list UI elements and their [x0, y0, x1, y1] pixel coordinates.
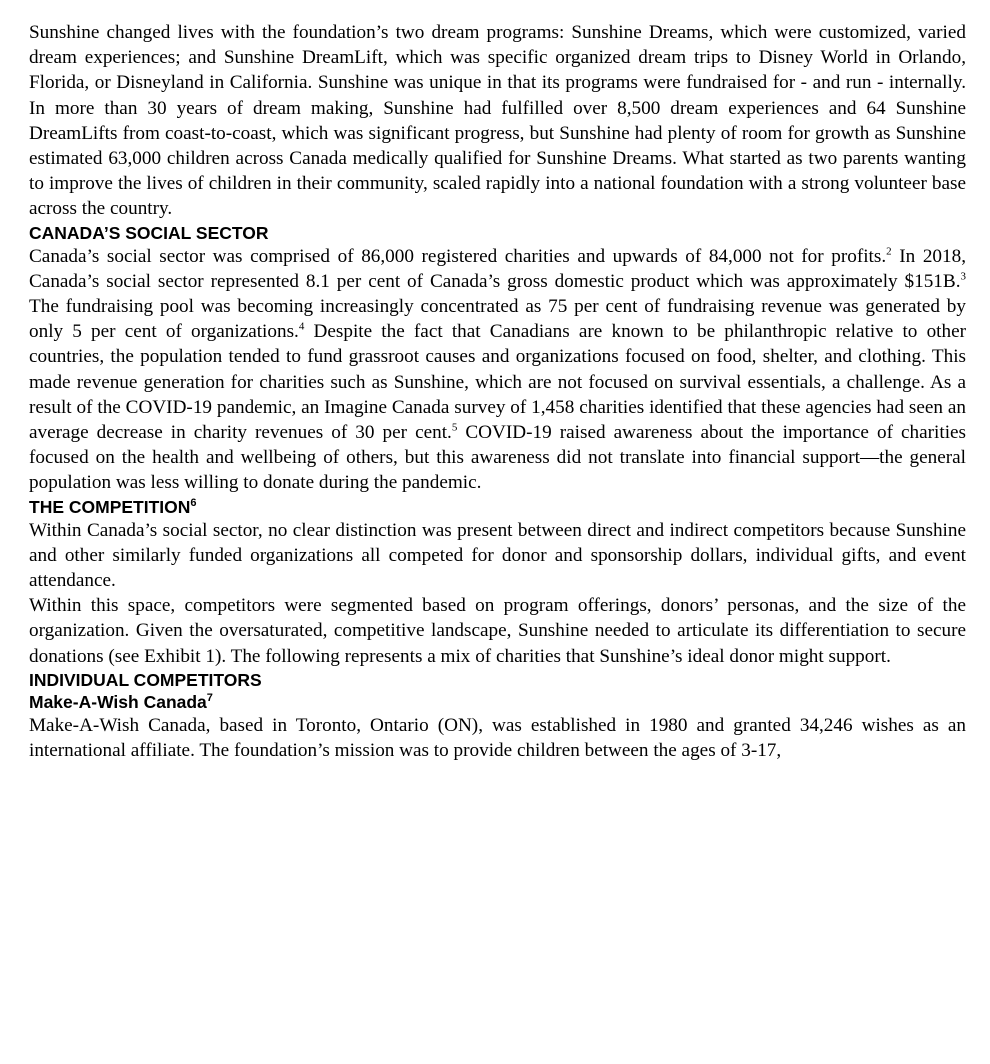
social-sector-text-2: In 2018, Canada’s social sector represented 8.1 per cent of Canada’s gross domestic product which was approximately $151B.: [29, 245, 966, 292]
social-sector-text-5: COVID-19 raised awareness about the importance of charities focused on the health and wellbeing of others, but this awareness did not translate into financial support—the general population was less willing to donate during the pandemic.: [29, 422, 967, 494]
footnote-ref-2[interactable]: 2: [886, 245, 892, 258]
footnote-ref-6[interactable]: 6: [190, 496, 197, 509]
competition-paragraph-2: Within this space, competitors were segmented based on program offerings, donors’ personas, and the size of the organization. Given the oversaturated, competitive landscape, Sunshine needed to articulate its differentiation to secure donations (see Exhibit 1). The following represents a mix of charities that Sunshine’s ideal donor might support.: [29, 595, 966, 667]
social-sector-heading: CANADA’S SOCIAL SECTOR: [29, 222, 269, 243]
footnote-ref-7[interactable]: 7: [206, 692, 213, 705]
individual-competitors-heading: INDIVIDUAL COMPETITORS: [29, 669, 262, 690]
intro-paragraph: Sunshine changed lives with the foundation’s two dream programs: Sunshine Dreams, which were customized, varied dream experiences; and Sunshine DreamLift, which was specific organized dream trips to Disney World in Orlando, Florida, or Disneyland in California. Sunshine was unique in that its programs were fundraised for - and run - internally. In more than 30 years of dream making, Sunshine had fulfilled over 8,500 dream experiences and 64 Sunshine DreamLifts from coast-to-coast, which was significant progress, but Sunshine had plenty of room for growth as Sunshine estimated 63,000 children across Canada medically qualified for Sunshine Dreams. What started as two parents wanting to improve the lives of children in their community, scaled rapidly into a national foundation with a strong volunteer base across the country.: [29, 22, 966, 220]
footnote-ref-3[interactable]: 3: [960, 270, 966, 283]
competition-heading-text: THE COMPETITION: [29, 496, 191, 517]
social-sector-text-4: Despite the fact that Canadians are known to be philanthropic relative to other countries, the population tended to fund grassroot causes and organizations focused on food, shelter, and clothing. This made revenue generation for charities such as Sunshine, which are not focused on survival essentials, a challenge. As a result of the COVID-19 pandemic, an Imagine Canada survey of 1,458 charities identified that these agencies had seen an average decrease in charity revenues of 30 per cent.: [29, 321, 966, 444]
social-sector-text-3: The fundraising pool was becoming increasingly concentrated as 75 per cent of fundraising revenue was generated by only 5 per cent of organizations.: [29, 296, 966, 343]
competition-heading: [29, 496, 966, 518]
social-sector-text-1: Canada’s social sector was comprised of 86,000 registered charities and upwards of 84,000 not for profits.: [29, 245, 887, 267]
make-a-wish-paragraph: Make-A-Wish Canada, based in Toronto, Ontario (ON), was established in 1980 and granted 34,246 wishes as an international affiliate. The foundation’s mission was to provide children between the ages of 3-17,: [29, 714, 966, 762]
make-a-wish-subheading: [29, 691, 966, 713]
footnote-ref-5[interactable]: 5: [451, 421, 458, 434]
footnote-ref-4[interactable]: 4: [298, 320, 305, 333]
competition-paragraph-1: Within Canada’s social sector, no clear distinction was present between direct and indirect competitors because Sunshine and other similarly funded organizations all competed for donor and sponsorship dollars, individual gifts, and event attendance.: [29, 519, 966, 592]
make-a-wish-subheading-text: Make-A-Wish Canada: [29, 691, 207, 712]
social-sector-paragraph: [29, 244, 966, 496]
document-page: [29, 20, 966, 763]
